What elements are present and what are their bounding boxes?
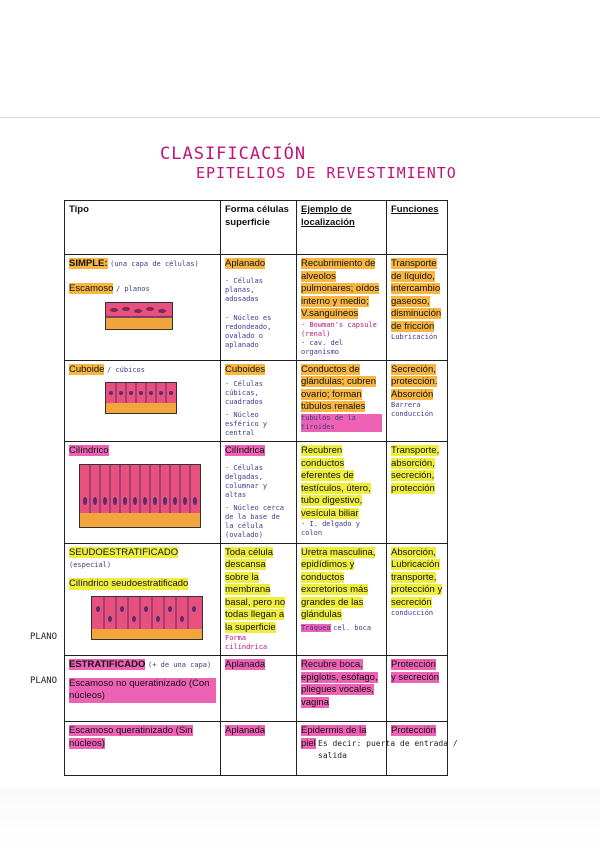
funciones-seudo: Absorción, Lubricación transporte, protección y secreción <box>391 546 443 608</box>
cell-forma-no-queratinizado <box>221 656 297 722</box>
header-ejemplo: Ejemplo de localización <box>297 201 387 255</box>
funciones-cuboide-note: Barrera conducción <box>391 401 434 418</box>
classification-table <box>64 200 447 776</box>
cell-ejemplo-escamoso <box>297 255 387 361</box>
cell-tipo-queratinizado <box>65 722 221 776</box>
forma-escamoso-note2: · Núcleo es redondeado, ovalado o aplanado <box>225 313 272 349</box>
cell-forma-queratinizado <box>221 722 297 776</box>
ejemplo-queratinizado: Epidermis de la piel <box>301 725 367 749</box>
alt-escamoso: / planos <box>116 285 150 293</box>
forma-escamoso-note1: · Células planas, adosadas <box>225 276 263 303</box>
ejemplo-seudo-note2: cel. boca <box>333 623 372 632</box>
forma-escamoso: Aplanado <box>225 258 266 269</box>
cell-funciones-escamoso <box>387 255 448 361</box>
cuboidal-tissue-icon <box>105 382 177 414</box>
footnote: Es decir: puerta de entrada / salida <box>318 739 458 760</box>
cell-ejemplo-seudo <box>297 543 387 656</box>
funciones-cilindrico: Transporte, absorción, secreción, protección <box>391 445 440 494</box>
cell-tipo-escamoso <box>65 255 221 361</box>
scan-bottom-margin <box>0 788 600 848</box>
ejemplo-no-queratinizado: Recubre boca, epiglotis, esófago, pliegues vocales, vagina <box>301 659 378 708</box>
forma-cilindrico-note2: · Núcleo cerca de la base de la célula (ovalado) <box>225 503 285 539</box>
cell-tipo-cuboide <box>65 360 221 442</box>
label-queratinizado: Escamoso queratinizado (Sin núcleos) <box>69 725 193 749</box>
label-estratificado: ESTRATIFICADO <box>69 659 146 670</box>
pseudostratified-tissue-icon <box>91 596 203 640</box>
header-tipo: Tipo <box>65 201 221 255</box>
label-seudo-sub: Cilíndrico seudoestratificado <box>69 577 189 589</box>
label-simple: SIMPLE: <box>69 258 108 269</box>
table-row-cuboide <box>65 360 448 442</box>
cell-forma-cilindrico <box>221 442 297 544</box>
table-row-cilindrico <box>65 442 448 544</box>
header-forma: Forma células superficie <box>221 201 297 255</box>
table-row-escamoso <box>65 255 448 361</box>
funciones-escamoso-note: Lubricación <box>391 333 438 341</box>
cell-forma-cuboide <box>221 360 297 442</box>
label-seudo: SEUDOESTRATIFICADO <box>69 546 179 558</box>
label-no-queratinizado: Escamoso no queratinizado (Con núcleos) <box>69 678 216 703</box>
forma-cuboide-note1: · Células cúbicas, cuadrados <box>225 380 263 406</box>
cell-ejemplo-cilindrico <box>297 442 387 544</box>
page-subtitle: EPITELIOS DE REVESTIMIENTO <box>196 164 457 182</box>
side-note-plano-2: PLANO <box>30 676 58 686</box>
ejemplo-escamoso-note1: · Bowman's capsule (renal) <box>301 320 377 338</box>
cell-tipo-seudo <box>65 543 221 656</box>
funciones-queratinizado: Protección <box>391 725 436 736</box>
funciones-escamoso: Transporte de líquido, intercambio gaseoso, disminución de fricción <box>391 258 442 332</box>
cell-forma-seudo <box>221 543 297 656</box>
ejemplo-cuboide: Conductos de glándulas; cubren ovario; forman túbulos renales <box>301 363 376 412</box>
table-row-seudo <box>65 543 448 656</box>
table-row-no-queratinizado <box>65 656 448 722</box>
cell-funciones-no-queratinizado <box>387 656 448 722</box>
ejemplo-cuboide-note: tubulos de la tiroides <box>301 414 382 432</box>
columnar-tissue-icon <box>79 464 201 528</box>
cell-tipo-cilindrico <box>65 442 221 544</box>
forma-queratinizado: Aplanada <box>225 725 266 736</box>
squamous-tissue-icon <box>105 302 173 330</box>
page-title: CLASIFICACIÓN <box>160 144 307 164</box>
forma-cilindrico-note1: · Células delgadas, columnar y altas <box>225 463 268 499</box>
cell-funciones-cuboide <box>387 360 448 442</box>
label-cuboide: Cuboide <box>69 363 105 375</box>
cell-funciones-seudo <box>387 543 448 656</box>
ejemplo-seudo-note1: Tráquea <box>301 623 331 632</box>
note-estratificado: (+ de una capa) <box>148 661 212 669</box>
alt-cuboide: / cúbicos <box>107 365 145 374</box>
ejemplo-seudo: Uretra masculina, epidídimos y conductos excretorios más grandes de las glándulas <box>301 546 376 620</box>
side-note-plano-1: PLANO <box>30 632 58 642</box>
ejemplo-escamoso: Recubrimiento de alveolos pulmonares; oídos interno y medio; V.sanguíneos <box>301 258 380 319</box>
cell-forma-escamoso <box>221 255 297 361</box>
cell-ejemplo-no-queratinizado <box>297 656 387 722</box>
ejemplo-cilindrico: Recubren conductos eferentes de testículos, útero, tubo digestivo, vesícula biliar <box>301 445 371 519</box>
forma-seudo-note: Forma cilíndrica <box>225 634 268 651</box>
funciones-seudo-note: conducción <box>391 609 434 617</box>
funciones-cuboide: Secreción, protección. Absorción <box>391 363 438 400</box>
note-seudo: (especial) <box>69 561 112 569</box>
cell-ejemplo-cuboide <box>297 360 387 442</box>
funciones-no-queratinizado: Protección y secreción <box>391 659 440 683</box>
header-funciones: Funciones <box>387 201 448 255</box>
forma-no-queratinizado: Aplanada <box>225 659 266 670</box>
label-cilindrico: Cilíndrico <box>69 445 109 456</box>
label-escamoso: Escamoso <box>69 283 114 294</box>
forma-cilindrico: Cilíndrica <box>225 445 265 456</box>
forma-cuboide-note2: · Núcleo esférico y central <box>225 411 268 437</box>
table-header-row <box>65 201 448 255</box>
cell-tipo-no-queratinizado <box>65 656 221 722</box>
scan-page-edge <box>0 117 600 118</box>
forma-cuboide: Cuboides <box>225 363 266 375</box>
forma-seudo: Toda célula descansa sobre la membrana basal, pero no todas llegan a la superficie <box>225 546 286 633</box>
ejemplo-cilindrico-note: · I. delgado y colon <box>301 520 361 537</box>
ejemplo-escamoso-note2: · cav. del organismo <box>301 338 344 356</box>
note-simple: (una capa de células) <box>110 260 199 268</box>
cell-funciones-cilindrico <box>387 442 448 544</box>
